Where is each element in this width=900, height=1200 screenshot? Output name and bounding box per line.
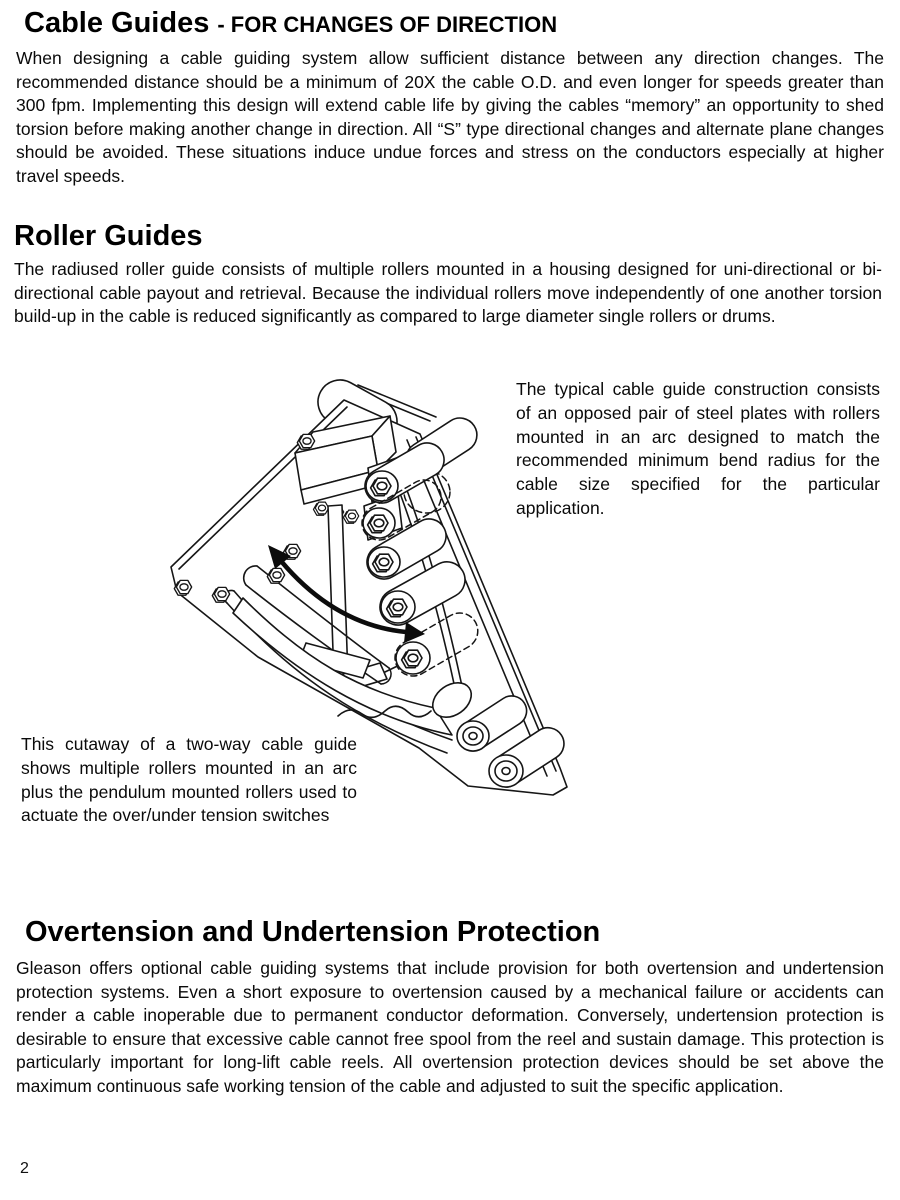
cable-guides-paragraph: When designing a cable guiding system allow sufficient distance between any direction changes. The recommended distance should be a minimum of 20X the cable O.D. and even longer for speeds greater than 300 fpm. Implementing this design will extend cable life by giving the cables “memory” an opportunity to shed torsion before making another change in direction. All “S” type directional changes and alternate plane changes should be avoided. These situations induce undue forces and stress on the conductors especially at higher travel speeds. [16,48,884,186]
page-title [24,7,557,40]
roller-guides-heading: Roller Guides [14,220,203,252]
overtension-paragraph: Gleason offers optional cable guiding systems that include provision for both overtension and undertension protection systems. Even a short exposure to overtension caused by a mechanical failure or accidents can render a cable inoperable due to permanent conductor deformation. Conversely, undertension protection is desirable to ensure that excessive cable cannot free spool from the reel and sustain damage. This protection is particularly important for long-lift cable reels. All overtension protection devices should be set above the maximum continuous safe working tension of the cable and adjusted to suit the specific application. [16,958,884,1096]
figure-caption: This cutaway of a two-way cable guide shows multiple rollers mounted in an arc plus the pendulum mounted rollers used to actuate the over/under tension switches [21,734,357,826]
page-number: 2 [20,1160,29,1177]
title-main: Cable Guides [24,7,210,39]
overtension-heading: Overtension and Undertension Protection [25,916,601,948]
roller-guides-paragraph: The radiused roller guide consists of multiple rollers mounted in a housing designed for uni-directional or bi-directional cable payout and retrieval. Because the individual rollers move independently of one another torsion build-up in the cable is reduced significantly as compared to large diameter single rollers or drums. [14,259,882,327]
figure-side-text: The typical cable guide construction consists of an opposed pair of steel plates with rollers mounted in an arc designed to match the recommended minimum bend radius for the cable size specified for the particular application. [516,379,880,518]
title-qualifier: - FOR CHANGES OF DIRECTION [217,12,558,37]
